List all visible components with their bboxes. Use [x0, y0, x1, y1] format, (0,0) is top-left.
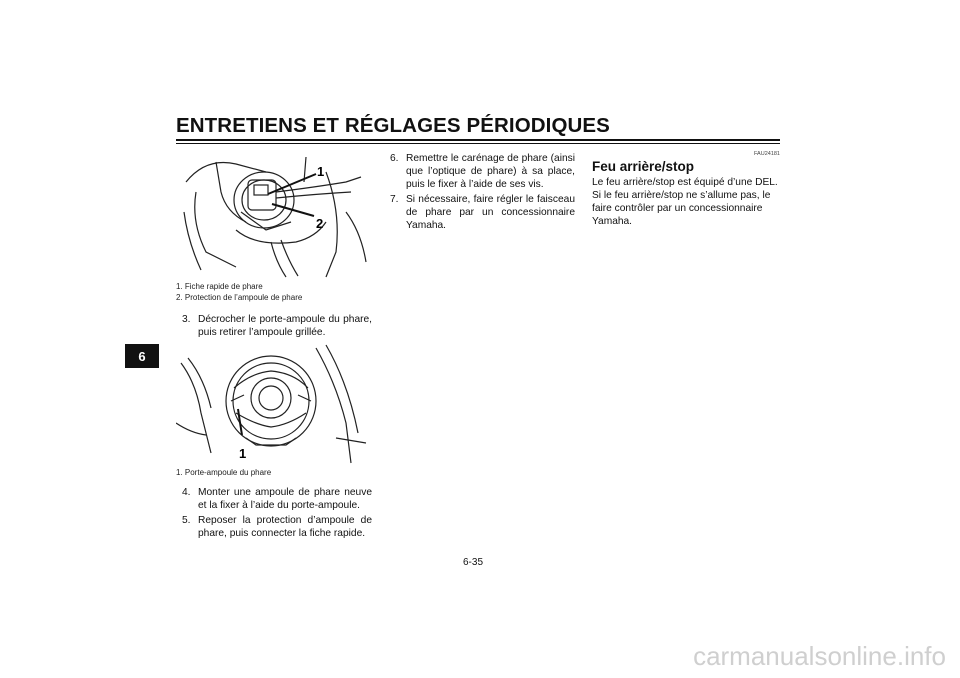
step-number: 4. [182, 487, 191, 498]
step-text: Monter une ampoule de phare neuve et la fixer à l’aide du porte-ampoule. [198, 487, 372, 511]
page-number: 6-35 [463, 557, 484, 568]
section-code: FAU24181 [754, 151, 780, 157]
figure1-captions [176, 282, 372, 303]
step-item [385, 152, 575, 191]
watermark: carmanualsonline.info [693, 641, 946, 671]
step-text: Si nécessaire, faire régler le faisceau de phare par un concessionnaire Yamaha. [406, 194, 575, 231]
callout-1: 1 [317, 164, 325, 179]
caption-item: 2. Protection de l’ampoule de phare [176, 292, 303, 302]
step-item [176, 486, 372, 512]
step-item [176, 514, 372, 540]
step-number: 7. [390, 194, 399, 205]
title-rule [176, 139, 780, 141]
steps-group-a [176, 313, 372, 341]
step-item [385, 193, 575, 232]
step-number: 3. [182, 314, 191, 325]
steps-group-c [385, 152, 575, 234]
step-text: Décrocher le porte-ampoule du phare, puis retirer l’ampoule grillée. [198, 314, 372, 338]
section-paragraph: Le feu arrière/stop est équipé d’une DEL. [592, 177, 778, 188]
headlight-bulb-holder-figure [176, 343, 372, 465]
step-number: 6. [390, 153, 399, 164]
step-item [176, 313, 372, 339]
section-paragraph: Si le feu arrière/stop ne s’allume pas, le faire contrôler par un concessionnaire Yamaha. [592, 190, 771, 227]
callout-2: 2 [316, 216, 324, 231]
page-title: ENTRETIENS ET RÉGLAGES PÉRIODIQUES [176, 114, 610, 137]
caption-item: 1. Porte-ampoule du phare [176, 468, 272, 477]
caption-item: 1. Fiche rapide de phare [176, 282, 263, 291]
step-number: 5. [182, 515, 191, 526]
section-heading: Feu arrière/stop [592, 159, 695, 174]
chapter-tab: 6 [125, 344, 159, 368]
headlight-coupler-figure [176, 152, 372, 280]
title-rule-thin [176, 143, 780, 144]
callout-1: 1 [239, 446, 247, 461]
figure2-captions [176, 468, 372, 479]
step-text: Remettre le carénage de phare (ainsi que l’optique de phare) à sa place, puis le fixer à l’aide de ses vis. [406, 153, 575, 190]
tail-brake-light-section [592, 151, 780, 228]
step-text: Reposer la protection d’ampoule de phare, puis connecter la fiche rapide. [198, 515, 372, 539]
steps-group-b [176, 486, 372, 542]
